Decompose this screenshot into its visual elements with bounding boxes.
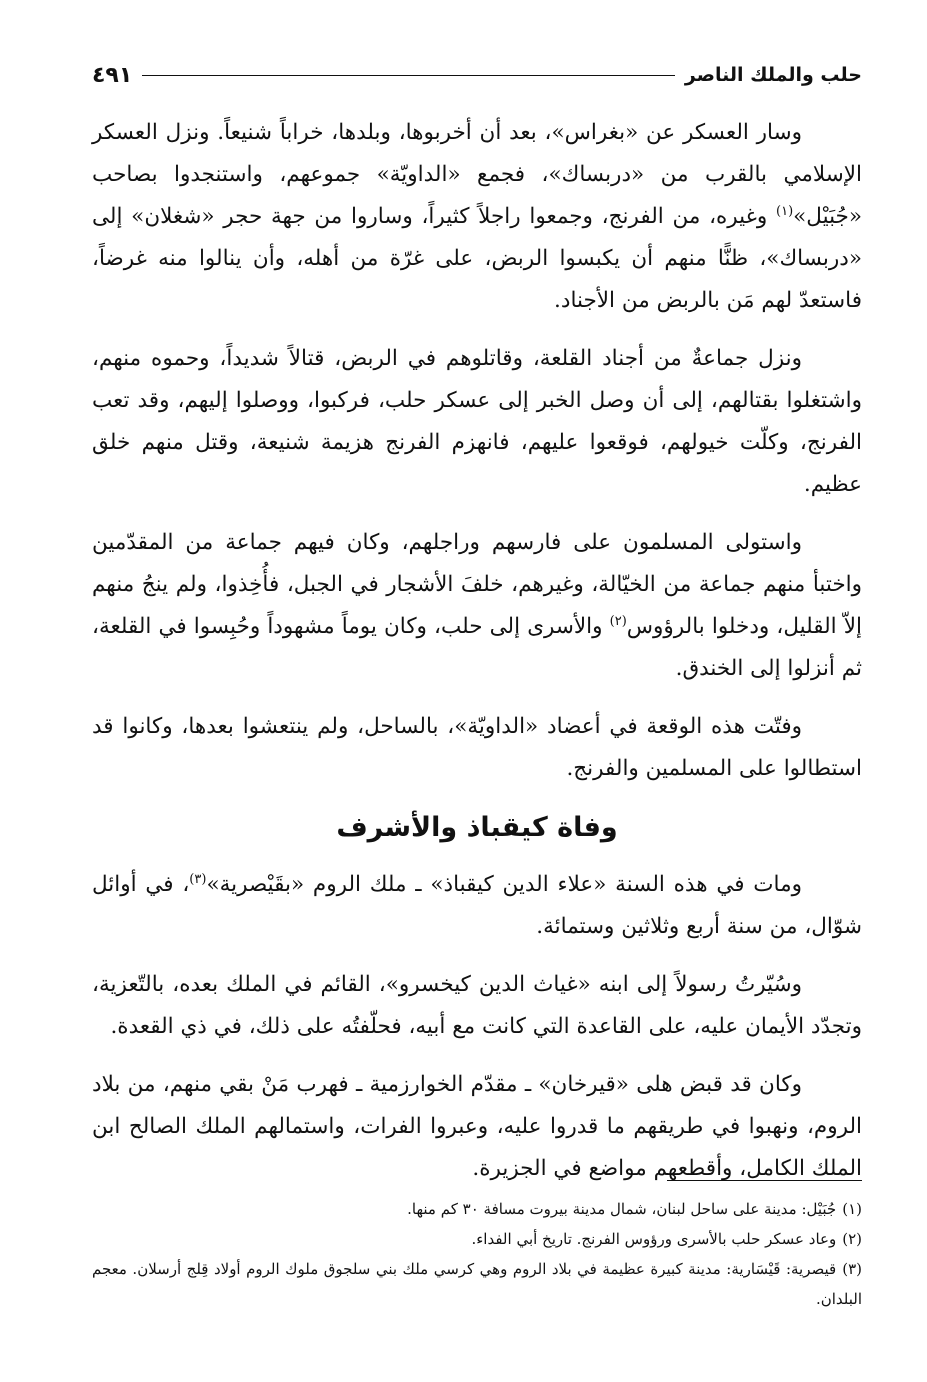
footnote-ref-1: (١) <box>776 203 794 219</box>
footnote-marker: (٣) <box>842 1260 862 1278</box>
paragraph-6: وسُيّرتُ رسولاً إلى ابنه «غياث الدين كيخسرو»، القائم في الملك بعده، بالتّعزية، وتجدّد الأيمان عليه، على القاعدة التي كانت مع أبيه، فحلّفتُه على ذلك، في ذي القعدة. <box>92 972 862 1039</box>
paragraph-1 <box>92 112 862 322</box>
paragraph-3-continued: والأسرى إلى حلب، وكان يوماً مشهوداً وحُبِسوا في القلعة، ثم أنزلوا إلى الخندق. <box>92 614 862 681</box>
paragraph-3 <box>92 522 862 690</box>
main-text <box>92 112 862 1206</box>
footnote-ref-3: (٣) <box>189 871 207 887</box>
page-number: ٤٩١ <box>92 62 133 88</box>
paragraph-1-text: وسار العسكر عن «بغراس»، بعد أن أخربوها، وبلدها، خراباً شنيعاً. ونزل العسكر الإسلامي بالقرب من «دربساك»، فجمع «الداويّة» جموعهم، واستنجدوا بصاحب «جُبَيْل» <box>92 120 862 229</box>
footnote-separator <box>667 1180 862 1181</box>
running-title: حلب والملك الناصر <box>684 64 862 86</box>
footnote-1 <box>92 1194 862 1224</box>
paragraph-3-text: واستولى المسلمون على فارسهم وراجلهم، وكان فيهم جماعة من المقدّمين واختبأ منهم جماعة من الخيّالة، وغيرهم، خلفَ الأشجار في الجبل، فأُخِذوا، ولم ينجُ منهم إلاّ القليل، ودخلوا بالرؤوس <box>92 530 862 639</box>
paragraph-5-text: ومات في هذه السنة «علاء الدين كيقباذ» ـ ملك الروم «بقَيْصرية» <box>206 872 802 897</box>
footnote-2 <box>92 1224 862 1254</box>
paragraph-5 <box>92 864 862 948</box>
footnote-3 <box>92 1254 862 1314</box>
paragraph-1-continued: وغيره، من الفرنج، وجمعوا راجلاً كثيراً، وساروا من جهة حجر «شغلان» إلى «دربساك»، ظنًّا منهم أن يكبسوا الربض، على غرّة من أهله، وأن ينالوا منه غرضاً، فاستعدّ لهم مَن بالربض من الأجناد. <box>92 204 862 313</box>
paragraph-7: وكان قد قبض هلى «قيرخان» ـ مقدّم الخوارزمية ـ فهرب مَنْ بقي منهم، من بلاد الروم، ونهبوا في طريقهم ما قدروا عليه، وعبروا الفرات، واستمالهم الملك الصالح ابن الملك الكامل، وأقطعهم مواضع في الجزيرة. <box>92 1072 862 1181</box>
footnote-text: قيصرية: قَيْسَارية: مدينة كبيرة عظيمة في بلاد الروم وهي كرسي ملك بني سلجوق ملوك الروم أولاد قِلج أرسلان. معجم البلدان. <box>92 1260 862 1308</box>
footnotes <box>92 1194 862 1314</box>
footnote-marker: (٢) <box>842 1230 862 1248</box>
footnote-text: جُبَيْل: مدينة على ساحل لبنان، شمال مدينة بيروت مسافة ٣٠ كم منها. <box>407 1200 837 1218</box>
section-heading: وفاة كيقباذ والأشرف <box>336 812 618 843</box>
paragraph-5-continued: ، في أوائل شوّال، من سنة أربع وثلاثين وستمائة. <box>92 872 862 939</box>
footnote-text: وعاد عسكر حلب بالأسرى ورؤوس الفرنج. تاريخ أبي الفداء. <box>471 1230 837 1248</box>
header-rule <box>142 75 675 76</box>
paragraph-4: وفتّت هذه الوقعة في أعضاد «الداويّة»، بالساحل، ولم ينتعشوا بعدها، وكانوا قد استطالوا على المسلمين والفرنج. <box>92 714 862 781</box>
footnote-ref-2: (٢) <box>609 613 627 629</box>
running-header <box>92 58 862 92</box>
footnote-marker: (١) <box>842 1200 862 1218</box>
paragraph-2: ونزل جماعةٌ من أجناد القلعة، وقاتلوهم في الربض، قتالاً شديداً، وحموه منهم، واشتغلوا بقتالهم، إلى أن وصل الخبر إلى عسكر حلب، فركبوا، ووصلوا إليهم، وقد تعب الفرنج، وكلّت خيولهم، فوقعوا عليهم، فانهزم الفرنج هزيمة شنيعة، وقتل منهم خلق عظيم. <box>92 346 862 497</box>
